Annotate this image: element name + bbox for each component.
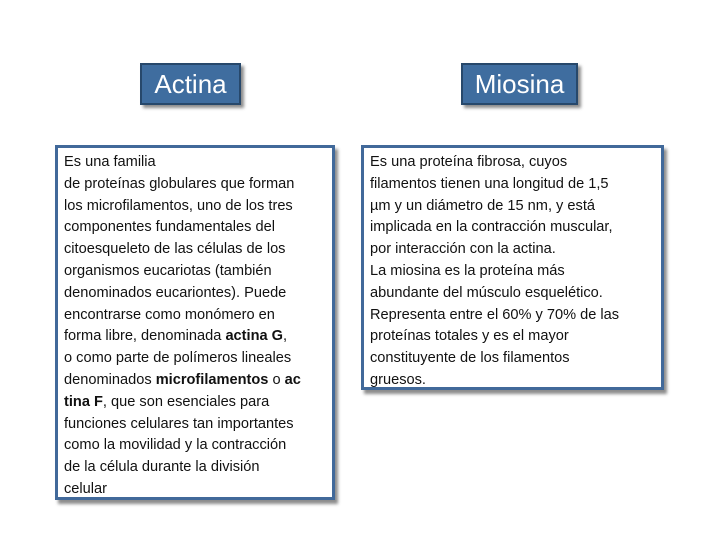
actina-text-fragment: o	[268, 371, 285, 388]
actina-text-line: Es una familia	[64, 154, 156, 170]
microfilamentos-term: microfilamentos	[155, 371, 269, 388]
actina-text-fragment: , que son esenciales para	[102, 393, 270, 410]
actina-text-line: componentes fundamentales del	[64, 219, 275, 236]
actina-text-line	[64, 370, 327, 392]
actina-text-line: encontrarse como monómero en	[64, 306, 275, 323]
actina-title	[140, 63, 241, 105]
actina-text-line: o como parte de polímeros lineales	[64, 350, 292, 367]
miosina-title	[461, 63, 578, 105]
actina-title-text: Actina	[154, 69, 227, 99]
actina-text-line	[64, 326, 327, 348]
miosina-text-line: gruesos.	[370, 371, 426, 388]
actina-text-line: como la movilidad y la contracción	[64, 437, 287, 454]
actina-text-line: de proteínas globulares que forman	[64, 175, 295, 192]
actina-text-fragment: denominados	[64, 371, 156, 388]
actina-f-term-part1: ac	[284, 371, 301, 388]
actina-text-line: citoesqueleto de las células de los	[64, 241, 286, 258]
miosina-description-box	[361, 145, 664, 390]
miosina-text-line: µm y un diámetro de 15 nm, y está	[370, 197, 595, 214]
actina-text-line: celular	[64, 480, 107, 497]
miosina-text-line: Representa entre el 60% y 70% de las	[370, 306, 620, 323]
actina-description-box	[55, 145, 335, 500]
miosina-text-line: constituyente de los filamentos	[370, 350, 570, 367]
miosina-text-line: proteínas totales y es el mayor	[370, 328, 569, 345]
miosina-text-line: La miosina es la proteína más	[370, 262, 565, 279]
actina-text-line: denominados eucariontes). Puede	[64, 284, 287, 301]
actina-text-fragment: forma libre, denominada	[64, 328, 226, 345]
actina-text-fragment: ,	[283, 328, 288, 345]
actina-text-line	[64, 392, 327, 414]
actina-text-line: los microfilamentos, uno de los tres	[64, 197, 293, 214]
actina-text-line: organismos eucariotas (también	[64, 262, 272, 279]
actina-text-line: funciones celulares tan importantes	[64, 415, 294, 432]
miosina-text-line: filamentos tienen una longitud de 1,5	[370, 175, 609, 192]
miosina-title-text: Miosina	[474, 69, 565, 99]
actina-f-term-part2: tina F	[64, 393, 103, 410]
miosina-text-line: implicada en la contracción muscular,	[370, 219, 613, 236]
miosina-text-line: abundante del músculo esquelético.	[370, 284, 603, 301]
miosina-text-line: Es una proteína fibrosa, cuyos	[370, 154, 568, 170]
actina-text-line: de la célula durante la división	[64, 459, 260, 476]
actina-g-term: actina G	[225, 328, 284, 345]
miosina-text-line: por interacción con la actina.	[370, 241, 556, 258]
